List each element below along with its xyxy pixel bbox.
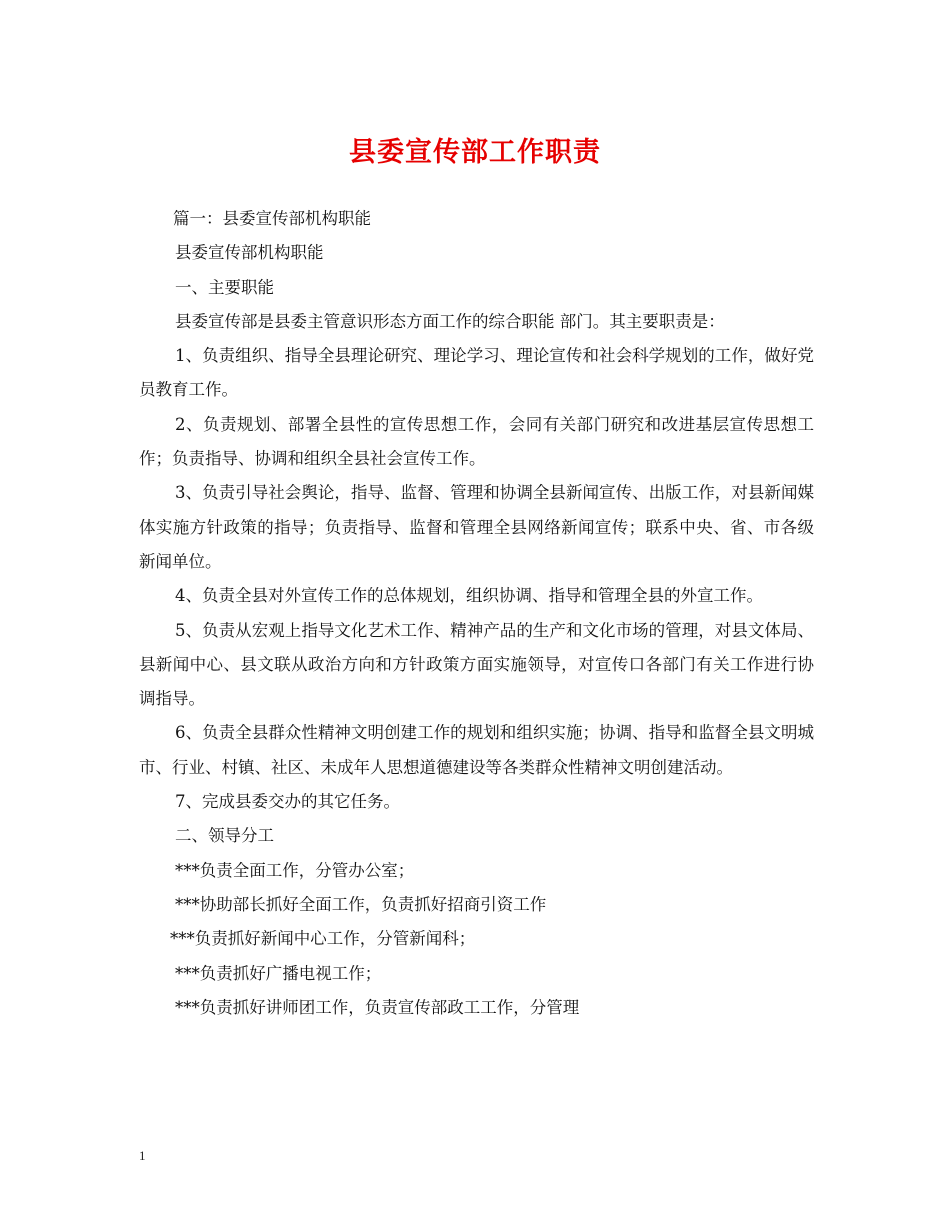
paragraph: 一、主要职能 — [175, 277, 274, 297]
paragraph: 6、负责全县群众性精神文明创建工作的规划和组织实施；协调、指导和监督全县文明城市、行业、村镇、社区、未成年人思想道德建设等各类群众性精神文明创建活动。 — [139, 723, 814, 777]
paragraph: ***负责全面工作，分管办公室； — [175, 860, 415, 880]
document-title: 县委宣传部工作职责 — [349, 137, 601, 168]
paragraph: 县委宣传部机构职能 — [175, 243, 324, 263]
document-body — [139, 202, 814, 1025]
paragraph: 1、负责组织、指导全县理论研究、理论学习、理论宣传和社会科学规划的工作，做好党员教育工作。 — [139, 346, 814, 400]
paragraph: 县委宣传部是县委主管意识形态方面工作的综合职能 部门。其主要职责是： — [175, 311, 725, 331]
page-number: 1 — [139, 1148, 146, 1163]
paragraph: 篇一：县委宣传部机构职能 — [173, 209, 371, 228]
paragraph: 5、负责从宏观上指导文化艺术工作、精神产品的生产和文化市场的管理，对县文体局、县新闻中心、县文联从政治方向和方针政策方面实施领导，对宣传口各部门有关工作进行协调指导。 — [139, 620, 814, 709]
paragraph: 4、负责全县对外宣传工作的总体规划，组织协调、指导和管理全县的外宣工作。 — [175, 586, 763, 606]
paragraph: ***负责抓好新闻中心工作，分管新闻科； — [170, 929, 476, 949]
paragraph: 3、负责引导社会舆论，指导、监督、管理和协调全县新闻宣传、出版工作，对县新闻媒体实施方针政策的指导；负责指导、监督和管理全县网络新闻宣传；联系中央、省、市各级新闻单位。 — [139, 483, 814, 571]
paragraph: 二、领导分工 — [175, 826, 274, 846]
paragraph: 2、负责规划、部署全县性的宣传思想工作，会同有关部门研究和改进基层宣传思想工作；负责指导、协调和组织全县社会宣传工作。 — [139, 414, 814, 469]
paragraph: ***负责抓好广播电视工作； — [175, 963, 382, 983]
paragraph: ***负责抓好讲师团工作，负责宣传部政工工作，分管理 — [175, 997, 580, 1017]
paragraph: ***协助部长抓好全面工作，负责抓好招商引资工作 — [175, 894, 547, 914]
paragraph: 7、完成县委交办的其它任务。 — [175, 792, 400, 812]
